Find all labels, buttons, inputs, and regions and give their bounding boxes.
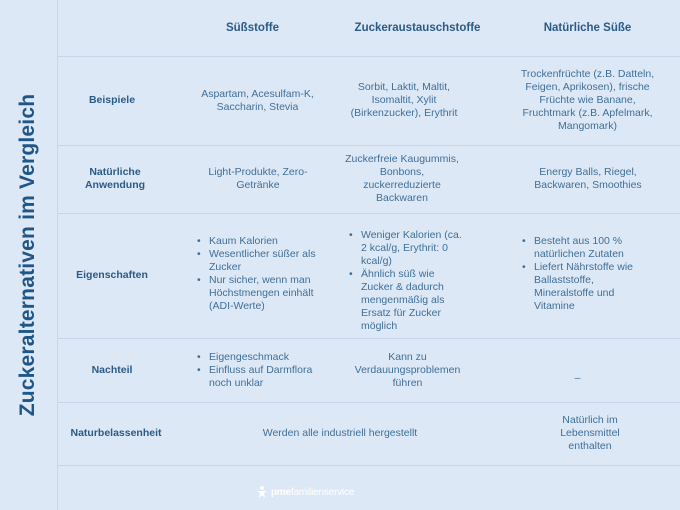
cell-nachteil-austausch: Kann zu Verdauungsproblemen führen [354,350,461,389]
row-label-eigenschaften: Eigenschaften [76,269,148,281]
row-label-beispiele: Beispiele [88,94,136,106]
row-divider [57,465,680,466]
cell-anwendung-suessstoffe: Light-Produkte, Zero-Getränke [208,166,308,191]
cell-beispiele-austausch: Sorbit, Laktit, Maltit, Isomaltit, Xylit (Birkenzucker), Erythrit [350,81,458,119]
list-item: • Weniger Kalorien (ca. 2 kcal/g, Erythrit: 0 kcal/g) [348,229,468,268]
list-item: • Wesentlicher süßer als Zucker [196,248,324,274]
cell-naturbelassenheit-natuerlich: Natürlich im Lebensmittel enthalten [560,414,620,452]
title-panel [0,0,58,510]
row-label-anwendung: Natürliche Anwendung [84,166,146,191]
column-header-zuckeraustauschstoffe: Zuckeraustauschstoffe [354,21,481,34]
logo-figure-icon [255,485,269,499]
cell-beispiele-natuerlich: Trockenfrüchte (z.B. Datteln, Feigen, Aprikosen), frische Früchte wie Banane, Fruchtmark (z.B. Apfelmark, Mangomark) [520,68,655,132]
bullet-list [521,235,646,313]
list-item: • Besteht aus 100 % natürlichen Zutaten [521,235,646,261]
pme-familienservice-logo [255,484,375,500]
cell-eigenschaften-natuerlich [521,213,646,338]
logo-text-rest: familienservice [290,486,355,498]
cell-beispiele-suessstoffe: Aspartam, Acesulfam-K, Saccharin, Stevia [201,87,314,113]
column-header-natuerliche-suesse: Natürliche Süße [543,21,632,34]
bullet-list [196,235,324,313]
cell-naturbelassenheit-industriell: Werden alle industriell hergestellt [262,427,418,439]
cell-nachteil-natuerlich: – [574,371,581,384]
list-item: • Nur sicher, wenn man Höchstmengen einhält (ADI-Werte) [196,274,324,313]
column-header-suessstoffe: Süßstoffe [225,21,280,34]
bullet-list [196,351,314,390]
list-item: • Eigengeschmack [196,351,314,364]
logo-text-bold: pme [271,486,291,498]
list-item: • Kaum Kalorien [196,235,324,248]
list-item: • Liefert Nährstoffe wie Ballaststoffe, Mineralstoffe und Vitamine [521,261,646,313]
row-label-naturbelassenheit: Naturbelassenheit [70,427,162,439]
cell-anwendung-austausch: Zuckerfreie Kaugummis, Bonbons, zuckerreduzierte Backwaren [345,153,459,204]
page-title: Zuckeralternativen im Vergleich [16,93,39,417]
cell-eigenschaften-austausch [348,213,468,338]
row-label-nachteil: Nachteil [91,363,133,376]
logo-text [271,487,354,498]
cell-eigenschaften-suessstoffe [196,213,324,338]
cell-nachteil-suessstoffe [196,338,314,402]
list-item: • Ähnlich süß wie Zucker & dadurch mengenmäßig als Ersatz für Zucker möglich [348,268,468,333]
cell-anwendung-natuerlich: Energy Balls, Riegel, Backwaren, Smoothies [534,166,642,191]
bullet-list [348,229,468,333]
list-item: • Einfluss auf Darmflora noch unklar [196,364,314,390]
